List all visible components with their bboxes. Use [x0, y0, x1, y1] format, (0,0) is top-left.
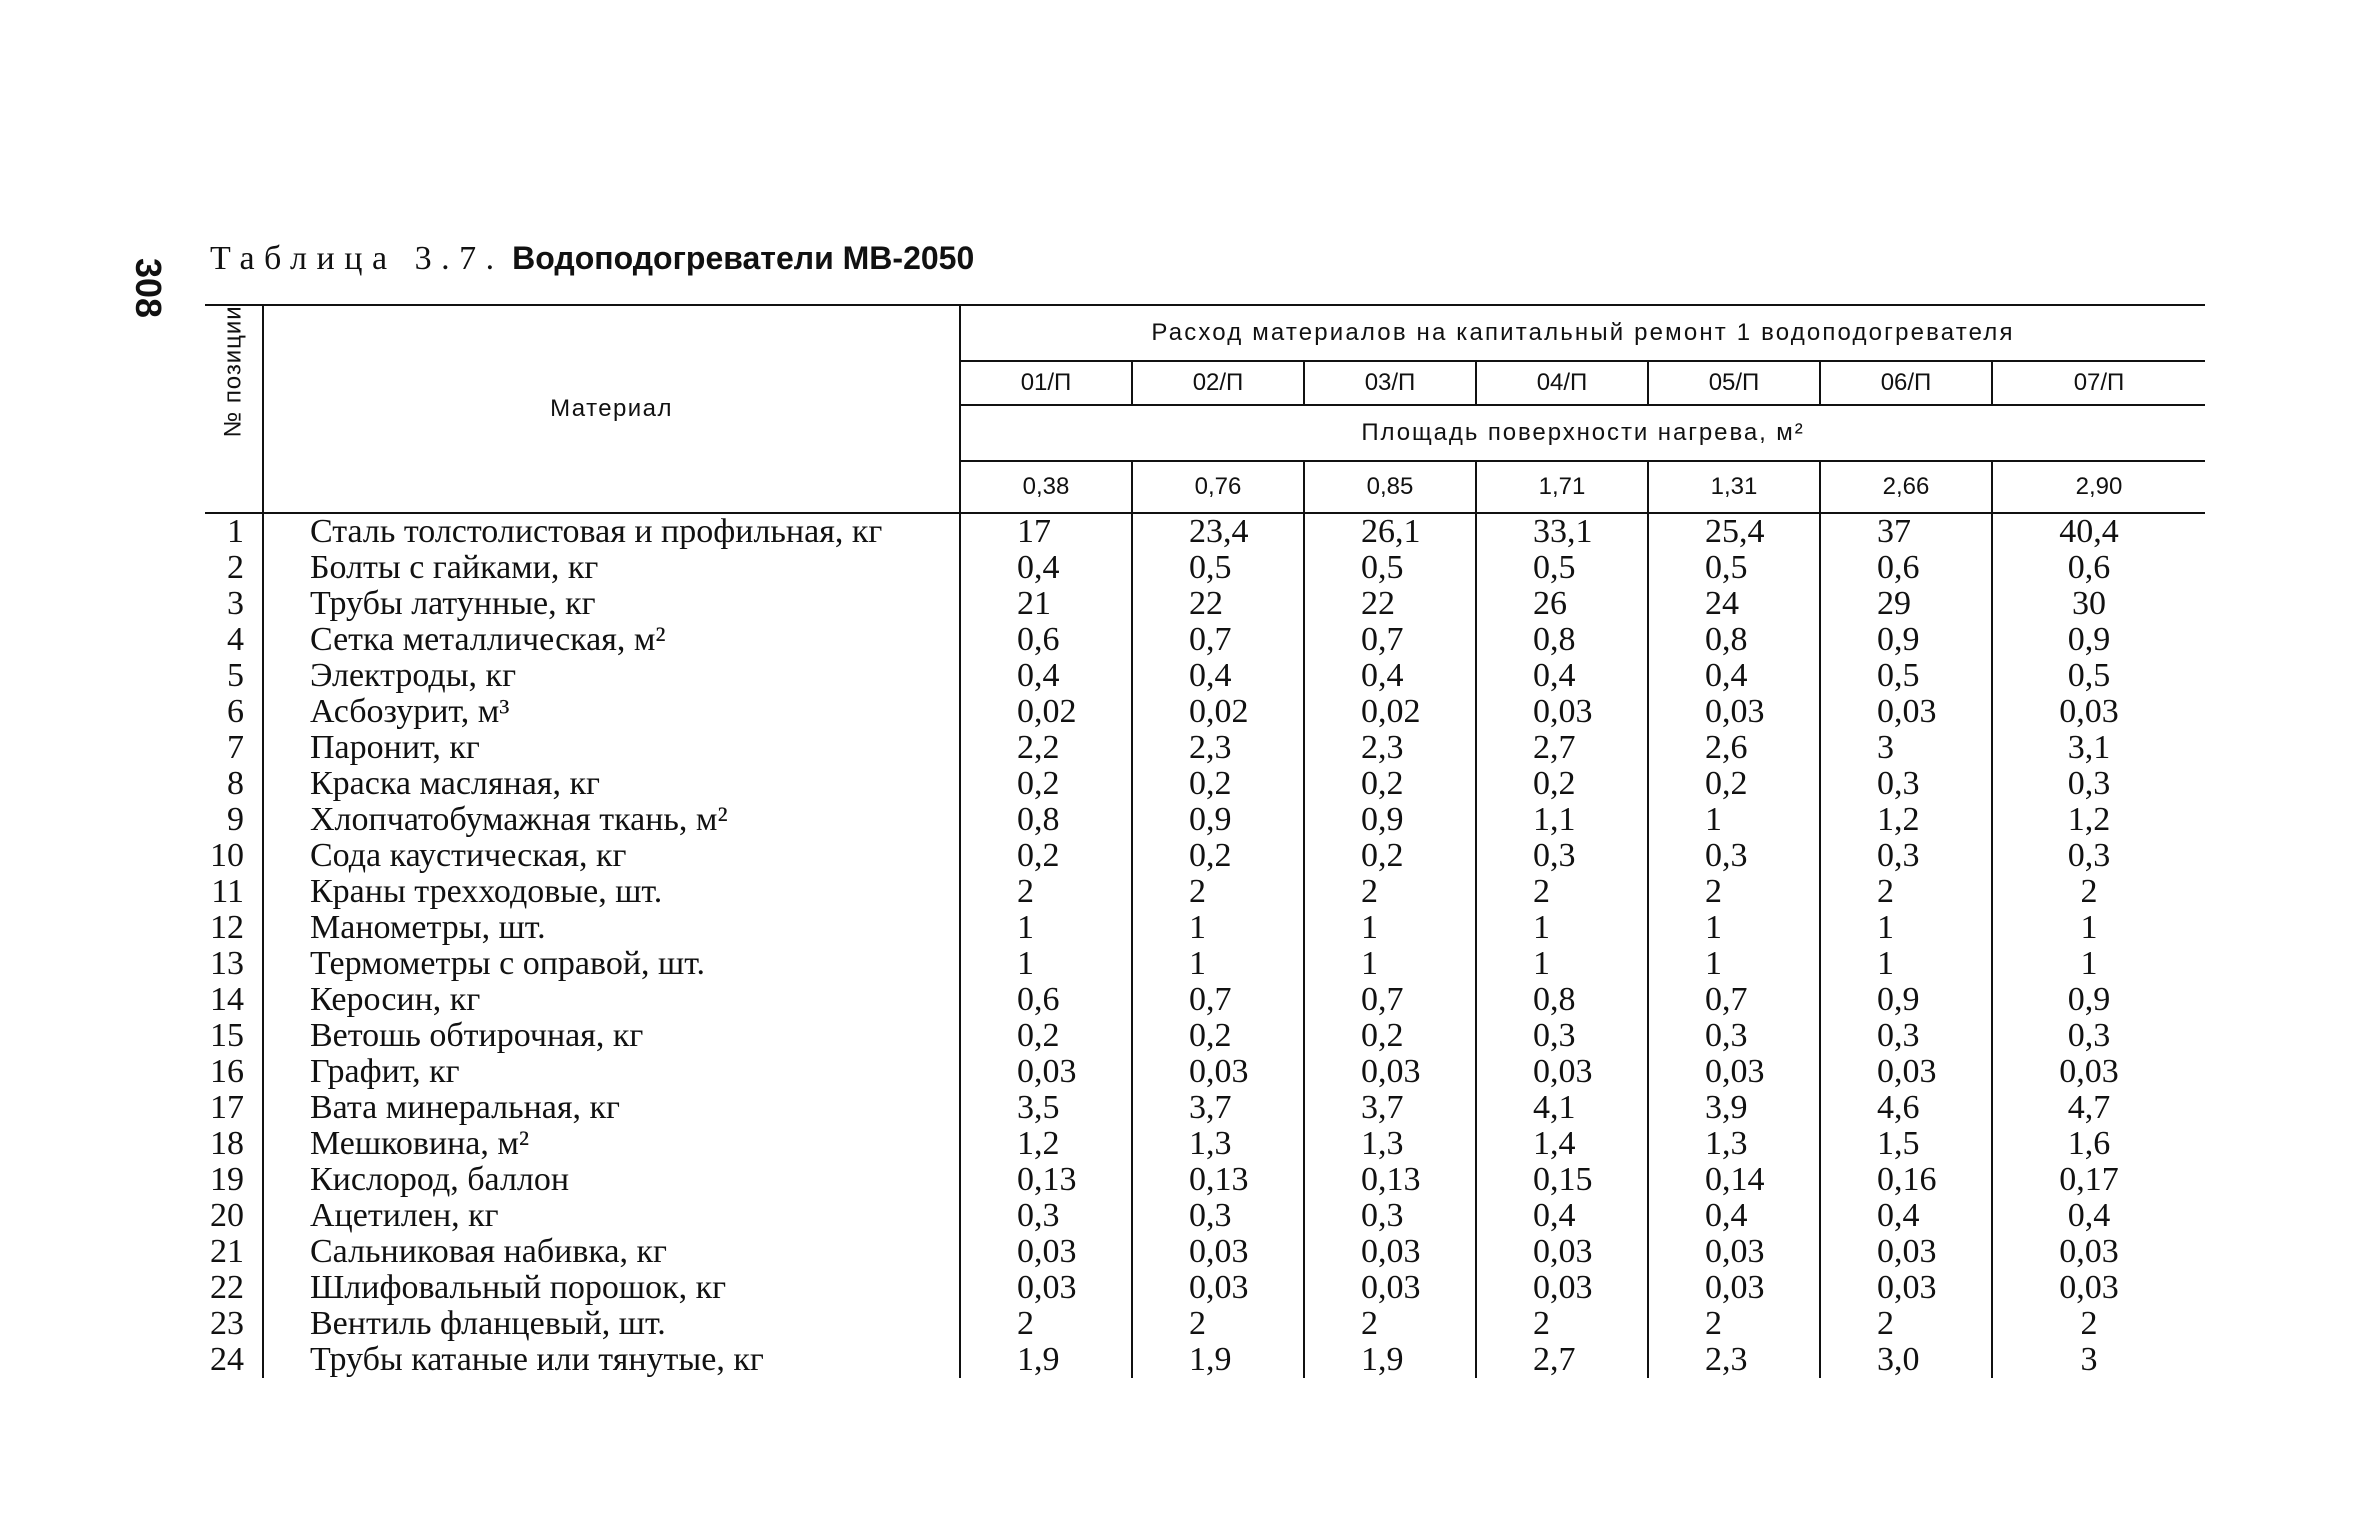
table-row	[205, 910, 2205, 946]
consumption-value: 0,5	[1304, 550, 1476, 586]
area-header: 2,90	[1992, 461, 2205, 513]
table-row	[205, 946, 2205, 982]
consumption-value: 0,2	[1132, 838, 1304, 874]
consumption-value: 0,17	[2059, 1161, 2119, 1198]
consumption-value: 0,7	[1648, 982, 1820, 1018]
consumption-value: 0,16	[1820, 1162, 1992, 1198]
position-number: 1	[205, 513, 263, 550]
consumption-value: 0,13	[960, 1162, 1132, 1198]
table-row	[205, 1342, 2205, 1378]
table-row	[205, 874, 2205, 910]
consumption-value: 3,9	[1648, 1090, 1820, 1126]
consumption-value: 25,4	[1648, 513, 1820, 550]
consumption-value: 3	[1820, 730, 1992, 766]
consumption-value: 0,03	[1820, 1054, 1992, 1090]
consumption-value: 1	[1132, 946, 1304, 982]
consumption-value: 2	[2080, 873, 2098, 910]
table-title-label: Таблица 3.7.	[210, 240, 504, 277]
consumption-value: 2	[1132, 1306, 1304, 1342]
material-name: Манометры, шт.	[263, 910, 960, 946]
material-name: Ветошь обтирочная, кг	[263, 1018, 960, 1054]
consumption-value: 29	[1820, 586, 1992, 622]
model-code-header: 03/П	[1304, 361, 1476, 405]
consumption-value: 0,03	[1820, 694, 1992, 730]
consumption-value: 0,6	[1820, 550, 1992, 586]
position-number: 8	[205, 766, 263, 802]
consumption-value: 1	[1648, 946, 1820, 982]
material-name: Хлопчатобумажная ткань, м²	[263, 802, 960, 838]
consumption-value: 0,03	[2059, 693, 2119, 730]
material-name: Сетка металлическая, м²	[263, 622, 960, 658]
consumption-value: 0,13	[1132, 1162, 1304, 1198]
consumption-value: 1,1	[1476, 802, 1648, 838]
consumption-value: 0,2	[960, 766, 1132, 802]
consumption-value: 1,2	[2067, 801, 2111, 838]
consumption-value: 1	[1476, 946, 1648, 982]
table-row	[205, 1054, 2205, 1090]
consumption-value: 1	[1476, 910, 1648, 946]
consumption-value: 0,4	[1132, 658, 1304, 694]
consumption-value: 1	[1648, 802, 1820, 838]
consumption-value: 0,4	[1476, 658, 1648, 694]
model-code-header: 05/П	[1648, 361, 1820, 405]
consumption-value: 2	[1304, 1306, 1476, 1342]
material-name: Мешковина, м²	[263, 1126, 960, 1162]
table-row	[205, 1126, 2205, 1162]
consumption-value: 0,4	[1304, 658, 1476, 694]
consumption-value: 1	[1820, 946, 1992, 982]
consumption-value: 3,0	[1820, 1342, 1992, 1378]
consumption-value: 1,4	[1476, 1126, 1648, 1162]
consumption-value: 0,02	[960, 694, 1132, 730]
table-title	[210, 240, 974, 278]
position-number: 20	[205, 1198, 263, 1234]
area-group-header: Площадь поверхности нагрева, м²	[960, 405, 2205, 461]
consumption-value: 2	[1304, 874, 1476, 910]
position-number: 5	[205, 658, 263, 694]
consumption-value: 0,5	[1648, 550, 1820, 586]
page-number: 308	[128, 258, 169, 319]
material-name: Болты с гайками, кг	[263, 550, 960, 586]
materials-table	[205, 304, 2205, 1378]
table-container	[205, 304, 2205, 1378]
consumption-value: 2	[960, 1306, 1132, 1342]
consumption-value: 0,8	[1476, 982, 1648, 1018]
consumption-value: 0,2	[1132, 766, 1304, 802]
table-row	[205, 694, 2205, 730]
consumption-value: 0,3	[1820, 1018, 1992, 1054]
material-name: Краска масляная, кг	[263, 766, 960, 802]
consumption-value: 0,03	[1648, 1054, 1820, 1090]
consumption-value: 2	[1132, 874, 1304, 910]
consumption-value: 0,03	[1304, 1270, 1476, 1306]
consumption-value: 2,3	[1648, 1342, 1820, 1378]
table-header	[205, 305, 2205, 513]
consumption-value: 0,03	[1648, 1270, 1820, 1306]
consumption-value: 1,3	[1648, 1126, 1820, 1162]
consumption-value: 0,2	[1304, 766, 1476, 802]
consumption-value: 2	[1476, 1306, 1648, 1342]
consumption-value: 0,7	[1132, 622, 1304, 658]
consumption-value: 0,02	[1304, 694, 1476, 730]
consumption-value: 3,5	[960, 1090, 1132, 1126]
consumption-value: 1,3	[1132, 1126, 1304, 1162]
material-name: Термометры с оправой, шт.	[263, 946, 960, 982]
consumption-value: 0,15	[1476, 1162, 1648, 1198]
material-name: Ацетилен, кг	[263, 1198, 960, 1234]
material-name: Трубы катаные или тянутые, кг	[263, 1342, 960, 1378]
consumption-value: 30	[2072, 585, 2106, 622]
consumption-value: 0,5	[1132, 550, 1304, 586]
consumption-value: 3,7	[1304, 1090, 1476, 1126]
consumption-value: 0,9	[2067, 621, 2111, 658]
consumption-value: 0,14	[1648, 1162, 1820, 1198]
material-name: Графит, кг	[263, 1054, 960, 1090]
consumption-value: 1,9	[1132, 1342, 1304, 1378]
position-number: 19	[205, 1162, 263, 1198]
consumption-value: 24	[1648, 586, 1820, 622]
consumption-value: 0,03	[1304, 1054, 1476, 1090]
consumption-value: 1	[1820, 910, 1992, 946]
position-number: 16	[205, 1054, 263, 1090]
consumption-value: 4,6	[1820, 1090, 1992, 1126]
consumption-value: 0,2	[960, 838, 1132, 874]
material-name: Сальниковая набивка, кг	[263, 1234, 960, 1270]
consumption-value: 0,7	[1304, 622, 1476, 658]
consumption-value: 3,7	[1132, 1090, 1304, 1126]
consumption-group-header: Расход материалов на капитальный ремонт 1 водоподогревателя	[960, 305, 2205, 361]
consumption-value: 0,2	[1476, 766, 1648, 802]
position-number: 10	[205, 838, 263, 874]
consumption-value: 0,03	[1132, 1054, 1304, 1090]
consumption-value: 0,4	[2067, 1197, 2111, 1234]
table-row	[205, 1306, 2205, 1342]
consumption-value: 1	[1132, 910, 1304, 946]
consumption-value: 2,3	[1304, 730, 1476, 766]
model-code-header: 07/П	[1992, 361, 2205, 405]
table-row	[205, 1270, 2205, 1306]
consumption-value: 23,4	[1132, 513, 1304, 550]
consumption-value: 1	[1304, 946, 1476, 982]
consumption-value: 0,03	[1132, 1234, 1304, 1270]
consumption-value: 26,1	[1304, 513, 1476, 550]
consumption-value: 0,03	[960, 1054, 1132, 1090]
consumption-value: 22	[1304, 586, 1476, 622]
consumption-value: 1	[960, 910, 1132, 946]
table-row	[205, 622, 2205, 658]
consumption-value: 0,4	[1648, 658, 1820, 694]
consumption-value: 2	[1820, 874, 1992, 910]
consumption-value: 0,4	[960, 658, 1132, 694]
consumption-value: 0,2	[960, 1018, 1132, 1054]
consumption-value: 0,03	[1132, 1270, 1304, 1306]
consumption-value: 0,3	[1476, 838, 1648, 874]
consumption-value: 40,4	[2059, 513, 2119, 550]
consumption-value: 0,4	[1476, 1198, 1648, 1234]
table-row	[205, 513, 2205, 550]
table-row	[205, 1198, 2205, 1234]
consumption-value: 1	[960, 946, 1132, 982]
position-number: 4	[205, 622, 263, 658]
position-number: 22	[205, 1270, 263, 1306]
consumption-value: 4,1	[1476, 1090, 1648, 1126]
consumption-value: 3	[2080, 1341, 2098, 1378]
material-column-header: Материал	[263, 305, 960, 513]
consumption-value: 0,03	[1304, 1234, 1476, 1270]
position-column-header: № позиции	[205, 305, 263, 513]
consumption-value: 0,9	[1820, 622, 1992, 658]
table-row	[205, 550, 2205, 586]
consumption-value: 0,5	[2067, 657, 2111, 694]
area-header: 2,66	[1820, 461, 1992, 513]
material-name: Трубы латунные, кг	[263, 586, 960, 622]
consumption-value: 0,5	[1820, 658, 1992, 694]
position-number: 17	[205, 1090, 263, 1126]
table-row	[205, 766, 2205, 802]
consumption-value: 0,03	[1476, 1054, 1648, 1090]
material-name: Шлифовальный порошок, кг	[263, 1270, 960, 1306]
consumption-value: 0,3	[2067, 765, 2111, 802]
consumption-value: 2	[1820, 1306, 1992, 1342]
table-row	[205, 1090, 2205, 1126]
consumption-value: 22	[1132, 586, 1304, 622]
consumption-value: 26	[1476, 586, 1648, 622]
material-name: Сталь толстолистовая и профильная, кг	[263, 513, 960, 550]
area-header: 0,76	[1132, 461, 1304, 513]
consumption-value: 33,1	[1476, 513, 1648, 550]
position-number: 15	[205, 1018, 263, 1054]
consumption-value: 0,3	[2067, 1017, 2111, 1054]
consumption-value: 0,8	[1648, 622, 1820, 658]
position-number: 21	[205, 1234, 263, 1270]
consumption-value: 0,9	[2067, 981, 2111, 1018]
consumption-value: 0,4	[1820, 1198, 1992, 1234]
consumption-value: 0,03	[1648, 1234, 1820, 1270]
model-code-header: 02/П	[1132, 361, 1304, 405]
position-number: 13	[205, 946, 263, 982]
consumption-value: 2,7	[1476, 1342, 1648, 1378]
model-code-header: 04/П	[1476, 361, 1648, 405]
material-name: Асбозурит, м³	[263, 694, 960, 730]
table-row	[205, 1162, 2205, 1198]
table-body	[205, 513, 2205, 1378]
consumption-value: 0,8	[960, 802, 1132, 838]
consumption-value: 1	[1648, 910, 1820, 946]
consumption-value: 0,03	[960, 1270, 1132, 1306]
consumption-value: 0,2	[1132, 1018, 1304, 1054]
consumption-value: 0,03	[2059, 1053, 2119, 1090]
model-code-header: 06/П	[1820, 361, 1992, 405]
consumption-value: 0,2	[1304, 838, 1476, 874]
position-number: 9	[205, 802, 263, 838]
table-row	[205, 838, 2205, 874]
consumption-value: 0,8	[1476, 622, 1648, 658]
consumption-value: 0,6	[960, 982, 1132, 1018]
consumption-value: 0,02	[1132, 694, 1304, 730]
consumption-value: 2,7	[1476, 730, 1648, 766]
position-number: 6	[205, 694, 263, 730]
consumption-value: 2	[2080, 1305, 2098, 1342]
consumption-value: 0,7	[1132, 982, 1304, 1018]
position-number: 7	[205, 730, 263, 766]
consumption-value: 1,6	[2067, 1125, 2111, 1162]
area-header: 0,85	[1304, 461, 1476, 513]
position-number: 12	[205, 910, 263, 946]
consumption-value: 1,5	[1820, 1126, 1992, 1162]
consumption-value: 0,03	[2059, 1269, 2119, 1306]
consumption-value: 17	[960, 513, 1132, 550]
consumption-value: 0,3	[1820, 766, 1992, 802]
consumption-value: 1,3	[1304, 1126, 1476, 1162]
consumption-value: 2,3	[1132, 730, 1304, 766]
position-number: 18	[205, 1126, 263, 1162]
consumption-value: 0,9	[1132, 802, 1304, 838]
consumption-value: 0,3	[1476, 1018, 1648, 1054]
consumption-value: 0,6	[2067, 549, 2111, 586]
consumption-value: 0,03	[1476, 694, 1648, 730]
table-row	[205, 658, 2205, 694]
consumption-value: 0,3	[2067, 837, 2111, 874]
table-row	[205, 1018, 2205, 1054]
consumption-value: 0,03	[1820, 1234, 1992, 1270]
area-header: 1,71	[1476, 461, 1648, 513]
table-row	[205, 802, 2205, 838]
consumption-value: 0,3	[960, 1198, 1132, 1234]
consumption-value: 1,9	[960, 1342, 1132, 1378]
position-number: 11	[205, 874, 263, 910]
position-number: 3	[205, 586, 263, 622]
material-name: Вентиль фланцевый, шт.	[263, 1306, 960, 1342]
area-header: 1,31	[1648, 461, 1820, 513]
table-row	[205, 1234, 2205, 1270]
material-name: Вата минеральная, кг	[263, 1090, 960, 1126]
consumption-value: 0,03	[2059, 1233, 2119, 1270]
material-name: Кислород, баллон	[263, 1162, 960, 1198]
table-row	[205, 730, 2205, 766]
consumption-value: 37	[1820, 513, 1992, 550]
consumption-value: 0,03	[960, 1234, 1132, 1270]
consumption-value: 0,6	[960, 622, 1132, 658]
consumption-value: 0,3	[1648, 838, 1820, 874]
consumption-value: 1	[2080, 909, 2098, 946]
position-number: 14	[205, 982, 263, 1018]
consumption-value: 4,7	[2067, 1089, 2111, 1126]
consumption-value: 21	[960, 586, 1132, 622]
consumption-value: 0,9	[1820, 982, 1992, 1018]
consumption-value: 3,1	[2067, 729, 2111, 766]
consumption-value: 0,03	[1648, 694, 1820, 730]
material-name: Краны трехходовые, шт.	[263, 874, 960, 910]
consumption-value: 0,3	[1304, 1198, 1476, 1234]
consumption-value: 2	[1648, 874, 1820, 910]
material-name: Сода каустическая, кг	[263, 838, 960, 874]
consumption-value: 0,2	[1304, 1018, 1476, 1054]
consumption-value: 1	[2080, 945, 2098, 982]
consumption-value: 0,5	[1476, 550, 1648, 586]
consumption-value: 1	[1304, 910, 1476, 946]
consumption-value: 2	[1476, 874, 1648, 910]
material-name: Керосин, кг	[263, 982, 960, 1018]
position-number: 2	[205, 550, 263, 586]
consumption-value: 0,3	[1648, 1018, 1820, 1054]
consumption-value: 2,2	[960, 730, 1132, 766]
consumption-value: 0,03	[1476, 1270, 1648, 1306]
material-name: Электроды, кг	[263, 658, 960, 694]
position-number: 24	[205, 1342, 263, 1378]
material-name: Паронит, кг	[263, 730, 960, 766]
consumption-value: 2	[960, 874, 1132, 910]
consumption-value: 0,3	[1820, 838, 1992, 874]
table-title-name: Водоподогреватели МВ-2050	[512, 240, 975, 276]
consumption-value: 0,3	[1132, 1198, 1304, 1234]
model-code-header: 01/П	[960, 361, 1132, 405]
consumption-value: 0,4	[960, 550, 1132, 586]
consumption-value: 2	[1648, 1306, 1820, 1342]
consumption-value: 1,2	[960, 1126, 1132, 1162]
position-number: 23	[205, 1306, 263, 1342]
consumption-value: 0,7	[1304, 982, 1476, 1018]
consumption-value: 1,9	[1304, 1342, 1476, 1378]
consumption-value: 0,13	[1304, 1162, 1476, 1198]
consumption-value: 0,03	[1820, 1270, 1992, 1306]
consumption-value: 1,2	[1820, 802, 1992, 838]
table-row	[205, 982, 2205, 1018]
consumption-value: 2,6	[1648, 730, 1820, 766]
consumption-value: 0,4	[1648, 1198, 1820, 1234]
table-row	[205, 586, 2205, 622]
consumption-value: 0,2	[1648, 766, 1820, 802]
consumption-value: 0,9	[1304, 802, 1476, 838]
area-header: 0,38	[960, 461, 1132, 513]
consumption-value: 0,03	[1476, 1234, 1648, 1270]
